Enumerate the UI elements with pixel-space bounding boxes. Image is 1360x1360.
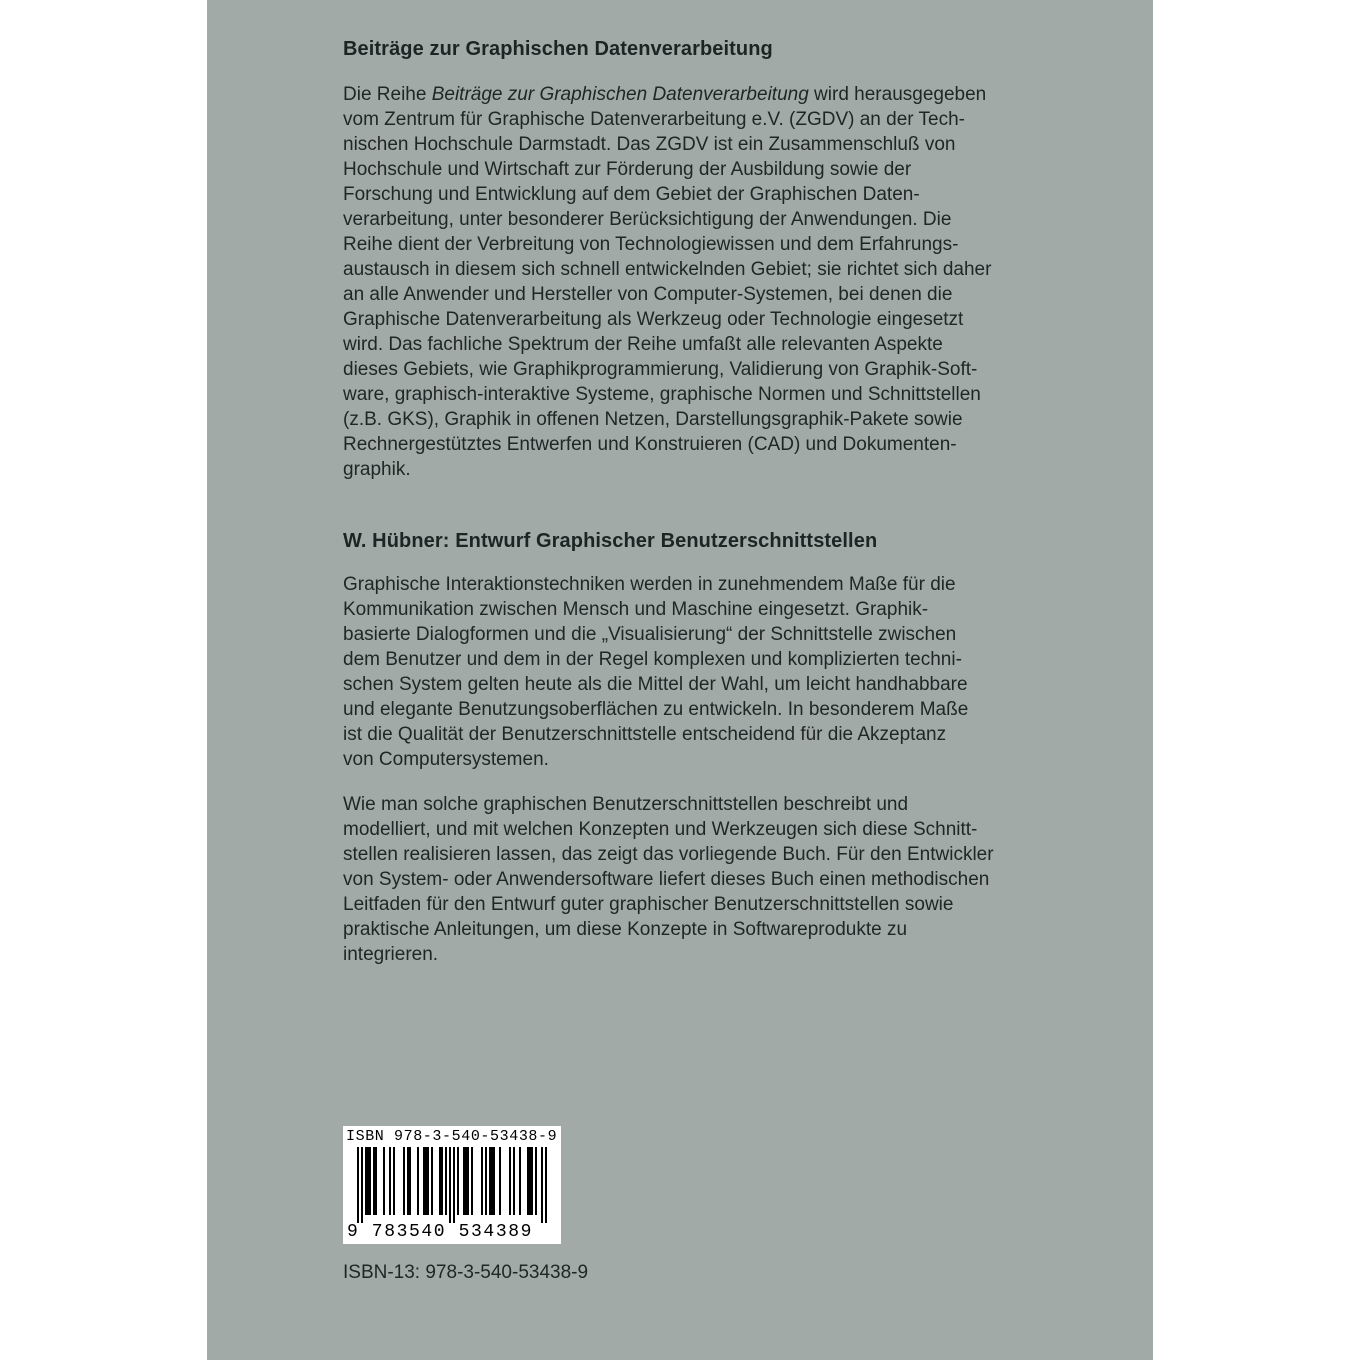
- series-title: Beiträge zur Graphischen Datenverarbeitung: [343, 38, 773, 60]
- barcode-bar: [393, 1147, 395, 1215]
- book-description-paragraph: Wie man solche graphischen Benutzerschnittstellen beschreibt und modelliert, und mit welchen Konzepten und Werkzeugen sich diese Schnitt- stellen realisieren lassen, das zeigt das vorliegende Buch. Für den Entwickler von System- oder Anwendersoftware liefert dieses Buch einen methodischen Leitfaden für den Entwurf guter graphischer Benutzerschnittstellen sowie praktische Anleitungen, um diese Konzepte in Softwareprodukte zu integrieren.: [343, 794, 994, 965]
- barcode-bar: [365, 1147, 367, 1215]
- barcode-bar: [427, 1147, 429, 1215]
- barcode-bar: [489, 1147, 491, 1215]
- barcode-bar: [493, 1147, 495, 1215]
- barcode-bar: [541, 1147, 543, 1223]
- barcode-bar: [441, 1147, 443, 1215]
- book-title: W. Hübner: Entwurf Graphischer Benutzerschnittstellen: [343, 530, 878, 552]
- barcode-bar: [367, 1147, 369, 1215]
- barcode-bar: [389, 1147, 391, 1215]
- barcode-bar: [467, 1147, 469, 1215]
- book-description-paragraph: Graphische Interaktionstechniken werden in zunehmendem Maße für die Kommunikation zwischen Mensch und Maschine eingesetzt. Graphik- basierte Dialogformen und die „Visualisierung“ der Schnittstelle zwischen dem Benutzer und dem in der Regel komplexen und komplizierten techni- schen System gelten heute als die Mittel der Wahl, um leicht handhabbare und elegante Benutzungsoberflächen zu entwickeln. In besonderem Maße ist die Qualität der Benutzerschnittstelle entscheidend für die Akzeptanz von Computersystemen.: [343, 574, 969, 770]
- barcode-bar: [529, 1147, 531, 1215]
- barcode-bar: [463, 1147, 465, 1215]
- isbn-barcode: [343, 1126, 561, 1244]
- barcode-bar: [481, 1147, 483, 1215]
- barcode-bars: [357, 1147, 549, 1223]
- barcode-bar: [527, 1147, 529, 1215]
- barcode-bar: [453, 1147, 455, 1223]
- barcode-bar: [407, 1147, 409, 1215]
- barcode-bar: [471, 1147, 473, 1215]
- barcode-bar: [499, 1147, 501, 1215]
- barcode-bar: [545, 1147, 547, 1223]
- barcode-bar: [449, 1147, 451, 1223]
- barcode-bar: [465, 1147, 467, 1215]
- barcode-bar: [373, 1147, 375, 1215]
- series-body: wird herausgegeben vom Zentrum für Graphische Datenverarbeitung e.V. (ZGDV) an der Tech- nischen Hochschule Darmstadt. Das ZGDV ist ein Zusammenschluß von Hochschule und Wirtschaft zur Förderung der Ausbildung sowie der Forschung und Entwicklung auf dem Gebiet der Graphischen Daten- verarbeitung, unter besonderer Berücksichtigung der Anwendungen. Die Reihe dient der Verbreitung von Technologiewissen und dem Erfahrungs- austausch in diesem sich schnell entwickelnden Gebiet; sie richtet sich daher an alle Anwender und Hersteller von Computer-Systemen, bei denen die Graphische Datenverarbeitung als Werkzeug oder Technologie eingesetzt wird. Das fachliche Spektrum der Reihe umfaßt alle relevanten Aspekte dieses Gebiets, wie Graphikprogrammierung, Validierung von Graphik-Soft- ware, graphisch-interaktive Systeme, graphische Normen und Schnittstellen (z.B. GKS), Graphik in offenen Netzen, Darstellungsgraphik-Pakete sowie Rechnergestütztes Entwerfen und Konstruieren (CAD) und Dokumenten- graphik.: [343, 84, 992, 480]
- barcode-bar: [383, 1147, 385, 1215]
- barcode-bar: [375, 1147, 377, 1215]
- barcode-bar: [439, 1147, 441, 1215]
- barcode-bar: [513, 1147, 515, 1215]
- barcode-isbn-text: ISBN 978-3-540-53438-9: [346, 1128, 558, 1145]
- barcode-bar: [431, 1147, 433, 1215]
- barcode-bar: [417, 1147, 419, 1215]
- barcode-bar: [535, 1147, 537, 1215]
- series-description: [343, 82, 1003, 482]
- barcode-bar: [445, 1147, 447, 1215]
- barcode-bar: [531, 1147, 533, 1215]
- barcode-bar: [357, 1147, 359, 1223]
- barcode-bar: [409, 1147, 411, 1215]
- barcode-bar: [519, 1147, 521, 1215]
- isbn-13-label: ISBN-13: 978-3-540-53438-9: [343, 1262, 589, 1283]
- barcode-bar: [369, 1147, 371, 1215]
- barcode-bar: [509, 1147, 511, 1215]
- barcode-bar: [423, 1147, 425, 1215]
- series-name-italic: Beiträge zur Graphischen Datenverarbeitung: [431, 84, 809, 105]
- barcode-bar: [491, 1147, 493, 1215]
- barcode-bar: [403, 1147, 405, 1215]
- series-lead: Die Reihe: [343, 84, 432, 105]
- barcode-bar: [457, 1147, 459, 1215]
- barcode-digits: 9 783540 534389: [347, 1222, 534, 1242]
- barcode-bar: [485, 1147, 487, 1215]
- back-cover: [207, 0, 1153, 1360]
- barcode-bar: [425, 1147, 427, 1215]
- barcode-bar: [361, 1147, 363, 1223]
